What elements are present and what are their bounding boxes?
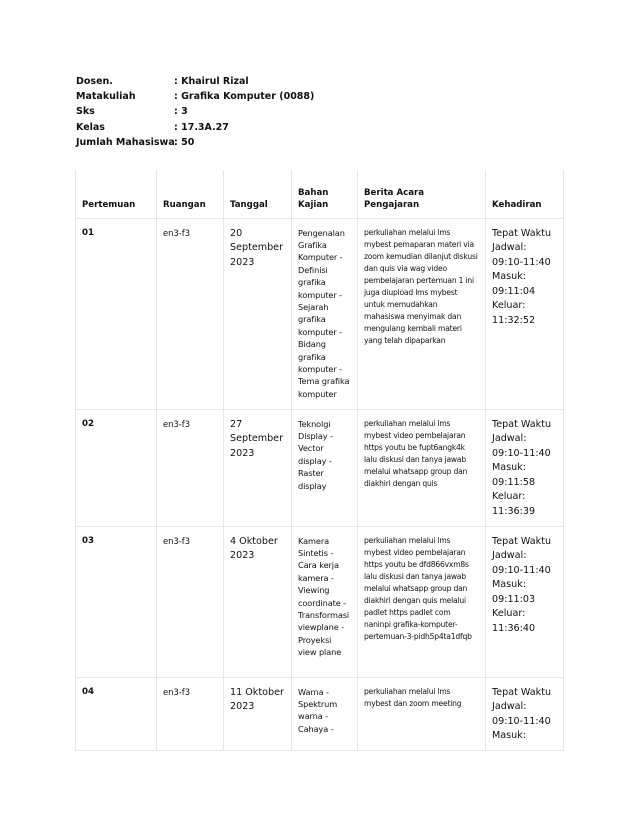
cell-berita-acara: perkuliahan melalui lms mybest video pembelajaran https youtu be dfd866vxm8s lalu diskusi dan tanya jawab melalui whatsapp group dan diakhiri dengan quis melalui padlet https padlet com naninpi grafika-komputer-pertemuan-3-pidh5p4ta1dfqb: [358, 526, 486, 677]
cell-pertemuan: 04: [76, 677, 157, 750]
cell-tanggal: 11 Oktober 2023: [224, 677, 292, 750]
cell-bahan-kajian: Pengenalan Grafika Komputer - Definisi grafika komputer - Sejarah grafika komputer - Bidang grafika komputer - Tema grafika komputer: [292, 218, 358, 409]
cell-pertemuan: 01: [76, 218, 157, 409]
header-kehadiran: Kehadiran: [486, 170, 564, 218]
cell-ruangan: en3-f3: [157, 218, 224, 409]
table-header-row: [76, 170, 564, 218]
info-label: Matakuliah: [76, 91, 136, 103]
cell-berita-acara: perkuliahan melalui lms mybest video pembelajaran https youtu be fupt6angk4k lalu diskusi dan tanya jawab melalui whatsapp group dan diakhiri dengan quis: [358, 409, 486, 526]
info-label: Kelas: [76, 121, 105, 133]
table-row: [76, 409, 564, 526]
cell-kehadiran: Tepat Waktu Jadwal: 09:10-11:40 Masuk:: [486, 677, 564, 750]
cell-bahan-kajian: Teknolgi Display - Vector display - Raster display: [292, 409, 358, 526]
info-value: : Khairul Rizal: [174, 76, 249, 87]
header-tanggal: Tanggal: [224, 170, 292, 218]
table-row: [76, 526, 564, 677]
cell-pertemuan: 03: [76, 526, 157, 677]
cell-berita-acara: perkuliahan melalui lms mybest dan zoom meeting: [358, 677, 486, 750]
cell-pertemuan: 02: [76, 409, 157, 526]
table-row: [76, 677, 564, 750]
cell-tanggal: 27 September 2023: [224, 409, 292, 526]
attendance-table: [75, 170, 564, 751]
cell-ruangan: en3-f3: [157, 677, 224, 750]
info-label: Sks: [76, 106, 95, 118]
header-bahan-kajian: Bahan Kajian: [292, 170, 358, 218]
info-value: : Grafika Komputer (0088): [174, 91, 315, 103]
table-row: [76, 218, 564, 409]
info-row-matakuliah: [76, 89, 314, 104]
cell-kehadiran: Tepat Waktu Jadwal: 09:10-11:40 Masuk: 09:11:58 Keluar: 11:36:39: [486, 409, 564, 526]
cell-kehadiran: Tepat Waktu Jadwal: 09:10-11:40 Masuk: 09:11:04 Keluar: 11:32:52: [486, 218, 564, 409]
cell-berita-acara: perkuliahan melalui lms mybest pemaparan materi via zoom kemudian dilanjut diskusi dan quis via wag video pembelajaran pertemuan 1 ini juga diupload lms mybest untuk memudahkan mahasiswa menyimak dan mengulang kembali materi yang telah dipaparkan: [358, 218, 486, 409]
cell-tanggal: 20 September 2023: [224, 218, 292, 409]
cell-ruangan: en3-f3: [157, 409, 224, 526]
header-ruangan: Ruangan: [157, 170, 224, 218]
cell-bahan-kajian: Kamera Sintetis - Cara kerja kamera - Viewing coordinate - Transformasi viewplane - Proyeksi view plane: [292, 526, 358, 677]
info-value: : 17.3A.27: [174, 121, 229, 133]
info-row-jumlah-mahasiswa: [76, 135, 314, 150]
cell-tanggal: 4 Oktober 2023: [224, 526, 292, 677]
info-row-sks: [76, 104, 314, 119]
info-label: Dosen.: [76, 76, 113, 87]
info-value: : 50: [174, 136, 195, 148]
info-row-dosen: [76, 74, 314, 89]
cell-ruangan: en3-f3: [157, 526, 224, 677]
info-value: : 3: [174, 106, 188, 118]
header-pertemuan: Pertemuan: [76, 170, 157, 218]
course-info: [76, 74, 314, 150]
info-row-kelas: [76, 120, 314, 135]
header-berita-acara: Berita Acara Pengajaran: [358, 170, 486, 218]
info-label: Jumlah Mahasiswa: [76, 136, 175, 148]
cell-kehadiran: Tepat Waktu Jadwal: 09:10-11:40 Masuk: 09:11:03 Keluar: 11:36:40: [486, 526, 564, 677]
cell-bahan-kajian: Warna - Spektrum warna - Cahaya -: [292, 677, 358, 750]
